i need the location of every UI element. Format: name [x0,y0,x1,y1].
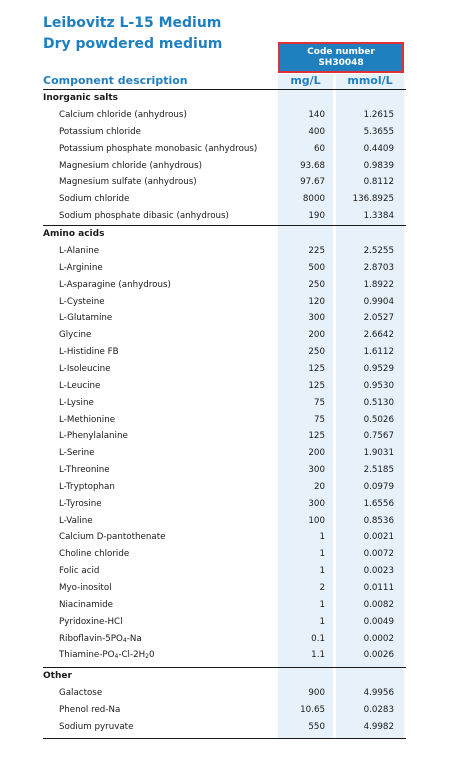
table-bottom-rule [43,738,406,739]
table-row [0,310,456,327]
component-name: Magnesium sulfate (anhydrous) [59,177,197,188]
mmol-value: 4.9982 [363,721,394,732]
mmol-value: 1.6556 [363,498,394,509]
mg-value: 1 [319,616,325,627]
mg-value: 400 [308,126,325,137]
table-row [0,580,456,597]
section-divider [43,667,406,668]
mg-value: 0.1 [311,633,325,644]
mmol-value: 0.0049 [363,616,394,627]
section-heading: Amino acids [43,229,105,239]
mg-value: 10.65 [300,704,325,715]
mmol-value: 5.3655 [363,126,394,137]
mmol-value: 2.0527 [363,313,394,324]
table-row [0,174,456,191]
table-row [0,614,456,631]
component-name: L-Alanine [59,246,100,256]
component-name: L-Histidine FB [59,347,119,358]
table-row [0,208,456,225]
table-row [0,445,456,462]
mmol-value: 1.8922 [363,279,394,290]
mg-value: 120 [308,296,325,307]
table-row [0,141,456,158]
mmol-value: 2.8703 [363,262,394,273]
table-row [0,158,456,175]
mmol-value: 2.6642 [363,330,394,341]
mmol-value: 0.0072 [363,549,394,560]
mg-value: 300 [308,498,325,509]
mmol-value: 0.0023 [363,566,394,577]
component-name: L-Valine [59,515,93,526]
component-name: L-Cysteine [59,296,105,307]
mg-value: 75 [313,414,325,425]
mmol-value: 1.6112 [363,347,394,358]
mmol-value: 0.4409 [363,143,394,154]
table-row [0,702,456,719]
mg-value: 2 [319,583,325,593]
table-row [0,327,456,344]
mmol-value: 0.9529 [363,363,394,374]
mg-value: 1 [319,566,325,577]
component-name: Riboflavin-$5PO_4-Na$ [59,633,142,644]
table-row [0,428,456,445]
component-name: L-Serine [59,448,95,459]
table-row [0,546,456,563]
table-row [0,344,456,361]
component-name: L-Phenylalanine [59,431,128,442]
mmol-value: 1.3384 [363,211,394,222]
component-name: Potassium phosphate monobasic (anhydrous) [59,143,258,154]
component-name: Sodium chloride [59,194,130,205]
table-row [0,378,456,395]
table-row [0,277,456,294]
component-name: L-Glutamine [59,313,113,324]
component-name: Calcium D-pantothenate [59,532,166,543]
table-row [0,479,456,496]
mg-value: 300 [308,465,325,476]
mg-value: 8000 [302,194,325,205]
component-name: L-Threonine [59,465,110,476]
mg-value: 140 [308,110,325,120]
mg-value: 250 [308,279,325,290]
code-number-value: SH30048 [318,58,364,68]
mmol-value: 0.7567 [363,431,394,442]
component-name: Folic acid [59,566,100,577]
mg-value: 125 [308,380,325,391]
mg-value: 125 [308,431,325,442]
mg-value: 125 [308,363,325,374]
table-row [0,361,456,378]
component-name: Thiamine-$PO_4-Cl-2H_20$ [59,650,155,661]
component-name: Potassium chloride [59,126,142,137]
mmol-value: 0.0082 [363,599,394,610]
component-name: Calcium chloride (anhydrous) [59,110,187,120]
component-name: Niacinamide [59,599,113,610]
component-name: L-Asparagine (anhydrous) [59,279,171,290]
mg-value: 300 [308,313,325,324]
table-row [0,529,456,546]
mg-value: 250 [308,347,325,358]
mmol-value: 0.5026 [363,414,394,425]
mg-value: 500 [308,262,325,273]
table-row [0,719,456,736]
component-name: L-Arginine [59,262,103,273]
mmol-value: 0.5130 [363,397,394,408]
mmol-value: 0.9904 [363,296,394,307]
table-row [0,496,456,513]
table-row [0,243,456,260]
component-name: Pyridoxine-HCl [59,616,123,627]
mg-value: 550 [308,721,325,732]
component-name: L-Tyrosine [59,498,102,509]
mmol-value: 0.9530 [363,380,394,391]
mg-value: 900 [308,688,325,698]
section-divider [43,225,406,226]
section-heading: Inorganic salts [43,93,119,103]
table-row [0,260,456,277]
mg-value: 20 [313,481,325,492]
component-name: Glycine [59,330,92,341]
mmol-per-liter-header: mmol/L [347,74,393,87]
mg-value: 225 [308,246,325,256]
mmol-value: 0.0979 [363,481,394,492]
table-row [0,462,456,479]
section-heading: Other [43,671,72,681]
mmol-value: 0.8536 [363,515,394,526]
table-row [0,631,456,648]
mmol-value: 1.2615 [363,110,394,120]
component-name: L-Isoleucine [59,363,111,374]
table-row [0,191,456,208]
page-title: Leibovitz L-15 Medium [43,15,222,31]
mmol-value: 0.0111 [363,583,394,593]
component-name: Myo-inositol [59,583,112,593]
table-row [0,647,456,664]
component-name: L-Lysine [59,397,94,408]
table-row [0,395,456,412]
table-row [0,124,456,141]
table-row [0,563,456,580]
mmol-value: 0.9839 [363,160,394,171]
mmol-value: 0.8112 [363,177,394,188]
mmol-value: 2.5185 [363,465,394,476]
mg-value: 60 [313,143,325,154]
mg-value: 1 [319,532,325,543]
table-row [0,685,456,702]
mg-value: 1 [319,599,325,610]
table-row [0,597,456,614]
mg-value: 97.67 [300,177,325,188]
mg-value: 93.68 [300,160,325,171]
component-name: Sodium phosphate dibasic (anhydrous) [59,211,229,222]
mmol-value: 4.9956 [363,688,394,698]
table-row [0,513,456,530]
mmol-value: 2.5255 [363,246,394,256]
table-row [0,294,456,311]
mmol-value: 0.0283 [363,704,394,715]
mg-value: 1 [319,549,325,560]
mg-value: 75 [313,397,325,408]
header-divider [43,89,406,90]
mg-value: 1.1 [311,650,325,661]
mmol-value: 0.0021 [363,532,394,543]
component-name: Magnesium chloride (anhydrous) [59,160,202,171]
component-name: Sodium pyruvate [59,721,134,732]
mmol-value: 136.8925 [352,194,394,205]
mmol-value: 0.0002 [363,633,394,644]
component-name: Phenol red-Na [59,704,121,715]
component-name: L-Leucine [59,380,101,391]
mg-value: 200 [308,330,325,341]
component-name: Choline chloride [59,549,130,560]
mg-value: 190 [308,211,325,222]
mg-per-liter-header: mg/L [290,74,321,87]
component-description-header: Component description [43,74,188,87]
mg-value: 100 [308,515,325,526]
component-name: Galactose [59,688,103,698]
table-row [0,107,456,124]
component-name: L-Methionine [59,414,116,425]
mmol-value: 1.9031 [363,448,394,459]
code-number-label: Code number [307,47,375,57]
component-name: L-Tryptophan [59,481,115,492]
page-subtitle: Dry powdered medium [43,36,223,52]
table-row [0,412,456,429]
code-number-box [278,42,404,73]
mmol-value: 0.0026 [363,650,394,661]
mg-value: 200 [308,448,325,459]
